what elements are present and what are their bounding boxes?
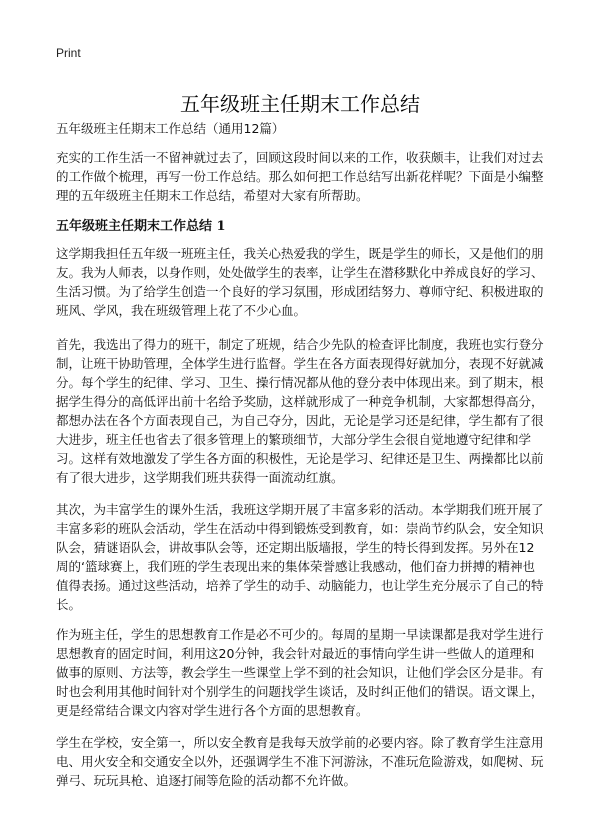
paragraph-4: 作为班主任，学生的思想教育工作是必不可少的。每周的星期一早读课都是我对学生进行思想教育的固定时间，利用这20分钟，我会针对最近的事情向学生讲一些做人的道理和做事的原则、方法等，教会学生一些课堂上学不到的社会知识，让他们学会区分是非。有时也会利用其他时间针对个别学生的问题找学生谈话，及时纠正他们的错误。语文课上，更是经常结合课文内容对学生进行各个方面的思想教育。 [56,627,544,718]
paragraph-3: 其次，为丰富学生的课外生活，我班这学期开展了丰富多彩的活动。本学期我们班开展了丰富多彩的班队会活动，学生在活动中得到锻炼受到教育，如：崇尚节约队会，安全知识队会，猜谜语队会，讲故事队会等，还定期出版墙报，学生的特长得到发挥。另外在12周的‘篮球赛上，我们班的学生表现出来的集体荣誉感让我感动，他们奋力拼搏的精神也值得表扬。通过这些活动，培养了学生的动手、动脑能力，也让学生充分展示了自己的特长。 [56,502,544,612]
print-label: Print [56,46,81,60]
paragraph-1: 这学期我担任五年级一班班主任，我关心热爱我的学生，既是学生的师长，又是他们的朋友。我为人师表，以身作则，处处做学生的表率，让学生在潜移默化中养成良好的学习、生活习惯。为了给学生创造一个良好的学习氛围，形成团结努力、尊师守纪、积极进取的班风、学风，我在班级管理上花了不少心血。 [56,246,544,318]
paragraph-2: 首先，我选出了得力的班干，制定了班规，结合少先队的检查评比制度，我班也实行登分制，让班干协助管理，全体学生进行监督。学生在各方面表现得好就加分，表现不好就减分。每个学生的纪律、学习、卫生、操行情况都从他的登分表中体现出来。到了期末，根据学生得分的高低评出前十名给予奖励，这样就形成了一种竞争机制，大家都想得高分，都想办法在各个方面表现自己，为自己夺分，因此，无论是学习还是纪律，学生都有了很大进步，班主任也省去了很多管理上的繁琐细节，大部分学生会很自觉地遵守纪律和学习。这样有效地激发了学生各方面的积极性，无论是学习、纪律还是卫生、两操都比以前有了很大进步，这学期我们班共获得一面流动红旗。 [56,337,544,485]
intro-paragraph: 充实的工作生活一不留神就过去了，回顾这段时间以来的工作，收获颇丰，让我们对过去的工作做个梳理，再写一份工作总结。那么如何把工作总结写出新花样呢？下面是小编整理的五年级班主任期末工作总结，希望对大家有所帮助。 [56,150,544,203]
document-subtitle: 五年级班主任期末工作总结（通用12篇） [56,121,285,136]
document-title: 五年级班主任期末工作总结 [180,92,420,117]
paragraph-5: 学生在学校，安全第一，所以安全教育是我每天放学前的必要内容。除了教育学生注意用电、用火安全和交通安全以外，还强调学生不准下河游泳，不准玩危险游戏，如爬树、玩弹弓、玩玩具枪、追逐打闹等危险的活动都不允许做。 [56,735,544,788]
section-heading: 五年级班主任期末工作总结 1 [56,219,226,234]
